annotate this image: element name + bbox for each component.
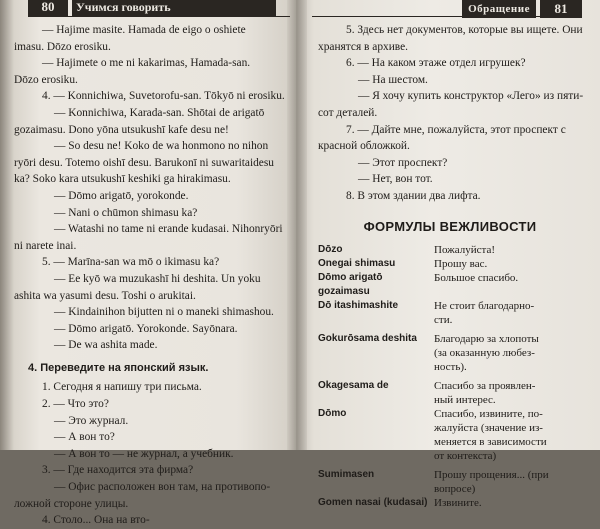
exercise-text xyxy=(318,22,582,205)
meaning-line: от контекста) xyxy=(434,450,497,463)
formula-row xyxy=(318,496,582,510)
formula-term: Okagesama de xyxy=(318,380,389,392)
left-running-head: Учимся говорить xyxy=(72,0,276,16)
text-line: — Hajime masite. Hamada de eigo o oshiete xyxy=(42,24,246,36)
text-line: — Я хочу купить конструктор «Лего» из пяти- xyxy=(358,90,584,103)
formula-meaning xyxy=(434,496,582,510)
formula-meaning xyxy=(434,468,582,496)
text-line: 4. — Konnichiwa, Suvetorofu-san. Tōkyō ni erosiku. xyxy=(42,90,285,103)
formula-meaning xyxy=(434,257,582,271)
text-line: — Офис расположен вон там, на противопо- xyxy=(54,481,271,494)
meaning-line: меняется в зависимости xyxy=(434,436,547,449)
text-line: 4. Столо... Она на вто- xyxy=(42,514,150,527)
left-page-header xyxy=(28,0,290,17)
formula-meaning xyxy=(434,243,582,257)
formula-meaning xyxy=(434,332,582,374)
meaning-line: ность). xyxy=(434,361,467,374)
right-page xyxy=(296,0,600,510)
formula-row xyxy=(318,257,582,271)
meaning-line: Прошу прощения... (при xyxy=(434,469,549,482)
text-line: красной обложкой. xyxy=(318,140,410,153)
book-gutter xyxy=(287,0,307,450)
text-line: — So desu ne! Koko de wa honmono no nihon xyxy=(54,140,269,153)
text-line: 6. — На каком этаже отдел игрушек? xyxy=(346,57,526,70)
text-line: — Ee kyō wa muzukashī hi deshita. Un yoku xyxy=(54,272,261,285)
formula-term: Dōzo xyxy=(318,244,343,256)
text-line: — На шестом. xyxy=(358,73,428,86)
meaning-line: Извините. xyxy=(434,497,482,510)
meaning-line: ный интерес. xyxy=(434,394,496,407)
text-line: imasu. Dōzo erosiku. xyxy=(14,40,111,53)
meaning-line: вопросе) xyxy=(434,483,476,496)
text-line: gozaimasu. Dono yōna utsukushī kafe desu ne! xyxy=(14,123,229,136)
formula-meaning xyxy=(434,271,582,299)
text-line: ni narete inai. xyxy=(14,239,77,252)
text-line: 5. Здесь нет документов, которые вы ищете. Они xyxy=(346,24,583,36)
meaning-line: Благодарю за хлопоты xyxy=(434,333,539,346)
formula-term: Dō itashimashite xyxy=(318,300,399,312)
formula-term: Dōmo xyxy=(318,408,347,420)
exercise-title: 4. Переведите на японский язык. xyxy=(28,361,209,374)
text-line: 1. Сегодня я напишу три письма. xyxy=(42,381,202,394)
meaning-line: сти. xyxy=(434,314,453,327)
text-line: — Dōmo arigatō. Yorokonde. Sayōnara. xyxy=(54,322,238,335)
text-line: Dōzo erosiku. xyxy=(14,73,78,86)
formula-row xyxy=(318,299,582,327)
text-line: — De wa ashita made. xyxy=(54,339,158,352)
meaning-line: Не стоит благодарно- xyxy=(434,300,535,313)
meaning-line: жалуйста (значение из- xyxy=(434,422,543,435)
text-line: — Dōmo arigatō, yorokonde. xyxy=(54,189,189,202)
meaning-line: Спасибо за проявлен- xyxy=(434,380,536,393)
text-line: хранятся в архиве. xyxy=(318,40,409,53)
text-line: — Hajimete o me ni kakarimas, Hamada-san. xyxy=(42,57,251,70)
formula-term: Onegai shimasu xyxy=(318,258,396,270)
text-line: ryōri desu. Totemo oishī desu. Barukonī ni suwaritaidesu xyxy=(14,156,274,169)
meaning-line: (за оказанную любез- xyxy=(434,347,535,360)
text-line: — Konnichiwa, Karada-san. Shōtai de arigatō xyxy=(54,106,265,119)
text-line: — Нет, вон тот. xyxy=(358,173,433,186)
text-line: — А вон то — не журнал, а учебник. xyxy=(54,447,234,460)
text-line: — Kindainihon bijutten ni o maneki shimashou. xyxy=(54,306,274,319)
politeness-formulas-table xyxy=(318,243,582,510)
text-line: — Это журнал. xyxy=(54,414,129,427)
text-line: 7. — Дайте мне, пожалуйста, этот проспект с xyxy=(346,123,566,136)
formula-row xyxy=(318,407,582,463)
formula-row xyxy=(318,468,582,496)
formula-row xyxy=(318,271,582,299)
right-page-header xyxy=(312,0,582,17)
formula-term: Gomen nasai (kudasai) xyxy=(318,497,428,509)
formula-term: Gokurōsama deshita xyxy=(318,333,417,345)
right-page-body xyxy=(318,22,582,510)
text-line: 2. — Что это? xyxy=(42,398,109,411)
text-line: ложной стороне улицы. xyxy=(14,497,129,510)
formula-row xyxy=(318,243,582,257)
text-line: — Watashi no tame ni erande kudasai. Nihonryōri xyxy=(54,223,283,236)
text-line: — Этот проспект? xyxy=(358,156,448,169)
formula-row xyxy=(318,332,582,374)
text-line: — А вон то? xyxy=(54,431,115,444)
left-page xyxy=(0,0,296,527)
text-line: сот деталей. xyxy=(318,106,378,119)
text-line: 3. — Где находится эта фирма? xyxy=(42,464,194,477)
text-line: ashita wa yasumi desu. Toshi o arukitai. xyxy=(14,289,196,302)
meaning-line: Прошу вас. xyxy=(434,258,488,271)
right-running-head: Обращение xyxy=(462,0,536,18)
left-page-number: 80 xyxy=(28,0,68,16)
meaning-line: Спасибо, извините, по- xyxy=(434,408,543,421)
text-line: — Nani o chūmon shimasu ka? xyxy=(54,206,198,219)
formula-meaning xyxy=(434,379,582,407)
left-page-body xyxy=(14,22,285,529)
formula-meaning xyxy=(434,407,582,463)
formula-term: Dōmo arigatō gozaimasu xyxy=(318,272,383,298)
formula-row xyxy=(318,379,582,407)
dialogue-text xyxy=(14,22,285,354)
right-page-number: 81 xyxy=(540,0,582,18)
exercise-text xyxy=(14,379,280,528)
text-line: 5. — Marīna-san wa mō o ikimasu ka? xyxy=(42,256,220,269)
meaning-line: Пожалуйста! xyxy=(434,244,495,257)
section-title: ФОРМУЛЫ ВЕЖЛИВОСТИ xyxy=(363,218,537,234)
formula-meaning xyxy=(434,299,582,327)
text-line: 8. В этом здании два лифта. xyxy=(346,189,481,202)
formula-term: Sumimasen xyxy=(318,469,375,481)
meaning-line: Большое спасибо. xyxy=(434,272,519,285)
text-line: ka? Soko kara utsukushī keshiki ga hirakimasu. xyxy=(14,173,231,186)
